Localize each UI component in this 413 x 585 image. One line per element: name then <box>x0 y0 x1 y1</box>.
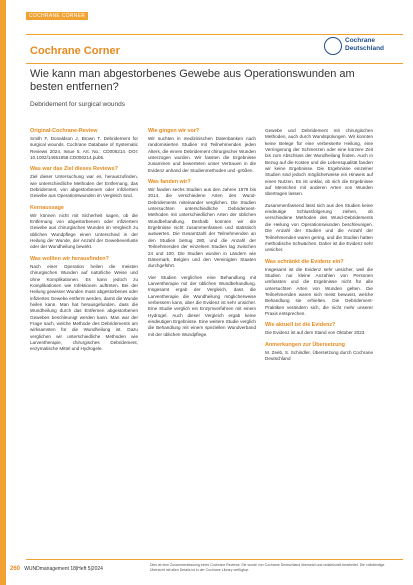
logo-line-2: Deutschland <box>345 45 385 52</box>
heading-methode: Wie gingen wir vor? <box>148 128 200 134</box>
section-tab: COCHRANE CORNER <box>26 12 88 20</box>
page-title: Wie kann man abgestorbenes Gewebe aus Operationswunden am besten entfernen? <box>30 68 355 93</box>
journal-name: WUNDmanagement 18|Heft 5|2024 <box>24 566 103 572</box>
footer-rule <box>26 559 403 560</box>
logo-line-1: Cochrane <box>345 37 375 44</box>
text-aktualitaet: Die Evidenz ist auf dem Stand von Oktober 2023. <box>265 330 366 336</box>
column-2 <box>148 128 256 343</box>
cochrane-logo-icon <box>324 37 342 55</box>
page-subtitle: Debridement for surgical wounds <box>30 101 126 108</box>
heading-review: Original-Cochrane-Review <box>30 128 98 134</box>
header-bottom-rule <box>26 63 403 64</box>
text-methode: Wir suchten in medizinischen Datenbanken nach randomisierten Studien mit Teilnehmenden jeden Alters, die einem Debridement chirurgischer Wunden unterzogen wurden. Wir fassten die Ergebnisse zusammen und bewerteten unser Vertrauen in die Evidenz anhand der Studienmethoden und -größen. <box>148 136 256 173</box>
text-kernaussage: Wir können nicht mit Sicherheit sagen, ob die Entfernung von abgestorbenem oder infiziertem Gewebe aus chirurgischen Wunden im Vergleich zu üblichen Wundpflege einen Unterschied in der Heilung der Wunde, der Anzahl der Gewebeverluste oder der Wundheilung bewirkt. <box>30 212 138 250</box>
column-3 <box>265 128 373 367</box>
heading-untersuchung: Was wollten wir herausfinden? <box>30 255 109 262</box>
text-ergebnisse: Wir fanden sechs Studien aus den Jahren 1979 bis 2014, die verschiedene Arten des Wund-Debridements miteinander verglichen. Die Studien untersuchten unterschiedliche Debridement-Methoden mit unterschiedlichen Arten der üblichen Wundbehandlung. Deshalb konnten wir die Ergebnisse nicht zusammenfassen und statistisch auswerten. Die Gesamtzahl der Teilnehmenden an den Studien betrug 280, und die Anzahl der Teilnehmenden der einzelnen Studien lag zwischen 24 und 100. Die Studien wurden in Ländern wie Dänemark, Belgien und den Vereinigten Staaten durchgeführt. <box>148 187 256 269</box>
brand-title: Cochrane Corner <box>30 45 120 57</box>
text-ziel: Ziel dieser Untersuchung war es, herauszufinden, wie unterschiedliche Methoden der Entfernung, das Debridement, von abgestorbenem oder infiziertem Gewebe aus Operationswunden im Vergleich sind. <box>30 174 138 199</box>
heading-ziel: Was war das Ziel dieses Reviews? <box>30 166 118 173</box>
footer-left <box>10 566 103 572</box>
heading-aktualitaet: Wie aktuell ist die Evidenz? <box>265 322 336 329</box>
cochrane-logo <box>324 35 396 61</box>
footer-note: Dies ist eine Zusammenfassung eines Cochrane Reviews. Sie wurde von Cochrane Deutschland übersetzt und redaktionell bearbeitet. Die vollständige Übersicht mit allen Details ist in der Cochrane Library verfügbar. <box>150 563 385 572</box>
logo-text <box>345 37 384 53</box>
text-review: Smith F, Donaldson J, Brown T. Debridement for surgical wounds. Cochrane Database of Systematic Reviews 2024, Issue 5. Art. No.: CD006214. DOI: 10.1002/14651858.CD006214.pub5. <box>30 136 138 161</box>
text-anmerkungen: M. Zeeb, S. Schindler, Übersetzung durch Cochrane Deutschland <box>265 349 373 361</box>
column-1 <box>30 128 138 358</box>
text-ergebnisse-2: Vier Studien verglichen eine Behandlung mit Larventherapie mit der üblichen Wundbehandlung. Insgesamt ergab der Vergleich, dass die Larventherapie die Wundheilung möglicherweise verbessern kann, aber die Evidenz ist sehr unsicher. Eine Studie verglich ein Enzymverfahren mit einem Hydrogel. Auch dieser Vergleich ergab keine eindeutigen Ergebnisse. Eine weitere Studie verglich die Behandlung mit einem speziellen Wundverband mit der üblichen Wundpflege. <box>148 274 256 337</box>
heading-ergebnisse: Was fanden wir? <box>148 179 191 186</box>
text-zusammenfassung: Zusammenfassend lässt sich aus den Studien keine eindeutige Schlussfolgerung ziehen, ob verschiedene Methoden des Wund-Debridements die Heilung von Operationswunden beschleunigen. Die Anzahl der Studien und die Anzahl der Teilnehmenden waren gering, und die Studien hatten methodische Schwächen. Daher ist die Evidenz sehr unsicher. <box>265 202 373 253</box>
heading-kernaussage: Kernaussage <box>30 204 64 211</box>
text-fortsetzung: Gewebe und Debridement mit chirurgischen Methoden, auch durch Wundspülungen. Wir konnten keine Belege für eine verbesserte Heilung, eine Verringerung der Schmerzen oder eine kürzere Zeit bis zum Abschluss der Wundheilung finden. Auch in Bezug auf die Kosten und die Lebensqualität fanden wir keine Ergebnisse. Die Ergebnisse einzelner Studien sind jedoch möglicherweise ein Hinweis auf einen Nutzen. Es ist unklar, ob sich die Ergebnisse auf Menschen mit anderen Arten von Wunden übertragen lassen. <box>265 128 373 197</box>
heading-grenzen: Was schränkt die Evidenz ein? <box>265 258 344 265</box>
accent-sidebar-bar <box>0 0 6 585</box>
page-number: 260 <box>10 566 21 572</box>
text-grenzen: Insgesamt ist die Evidenz sehr unsicher, weil die Studien nur kleine Anzahlen von Personen umfassten und die Ergebnisse nicht für alle untersuchten Arten von Wunden gelten. Die Teilnehmenden waren sich meist bewusst, welche Behandlung sie erhielten. Die Debridement-Praktiken verändern sich, die nicht mehr unserer Praxis entsprechen. <box>265 266 373 316</box>
heading-anmerkungen: Anmerkungen zur Übersetzung <box>265 341 345 348</box>
text-untersuchung: Nach einer Operation heilen die meisten chirurgischen Wunden auf natürliche Weise und ohne Komplikationen. Es kann jedoch zu Komplikationen wie Infektionen auftreten. Bei der Heilung gewisser Wunden muss abgestorbenes oder infiziertes Gewebe entfernt werden, damit die Wunde heilen kann. Man hat herausgefunden, dass die Wundheilung durch das Entfernen abgestorbenen Gewebes beschleunigt werden kann. Man war der Frage nach, welche Methode des Debridements am wirksamsten für die Wundheilung ist. Dazu verglichen wir unterschiedliche Methoden wie Larventherapie, chirurgisches Debridement, enzymatische Mittel und Hydrogele. <box>30 263 138 352</box>
